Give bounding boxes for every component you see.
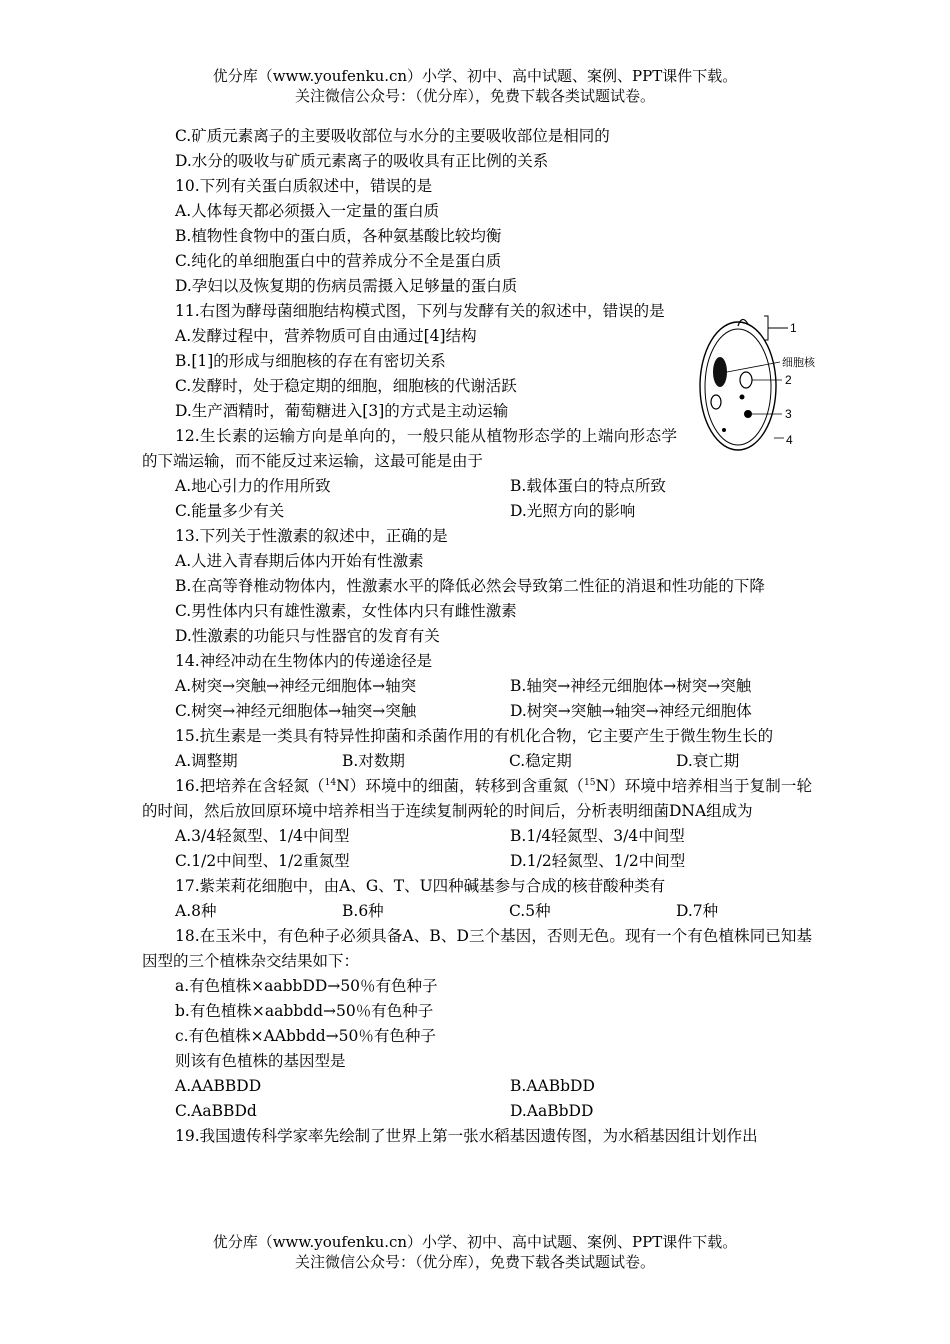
q11-option-c: C.发酵时，处于稳定期的细胞，细胞核的代谢活跃 [175,377,517,395]
q15-options-row [142,749,812,774]
q15-option-c: C.稳定期 [509,752,572,770]
q16-stem-a: 16.把培养在含轻氮（ [175,777,325,795]
q16-option-a: A.3/4轻氮型、1/4中间型 [175,827,350,845]
q11-option-d: D.生产酒精时，葡萄糖进入[3]的方式是主动运输 [175,402,509,420]
q16-option-b: B.1/4轻氮型、3/4中间型 [510,827,685,845]
q19-stem: 19.我国遗传科学家率先绘制了世界上第一张水稻基因遗传图，为水稻基因组计划作出 [175,1127,758,1145]
q16-stem-b: N）环境中的细菌，转移到含重氮（ [336,777,584,795]
header-line-1: 优分库（www.youfenku.cn）小学、初中、高中试题、案例、PPT课件下载。 [212,67,738,85]
leader-nucleus [727,362,780,372]
q10-option-b: B.植物性食物中的蛋白质，各种氨基酸比较均衡 [175,227,502,245]
q11-option-a: A.发酵过程中，营养物质可自由通过[4]结构 [175,327,477,345]
q10-option-c: C.纯化的单细胞蛋白中的营养成分不全是蛋白质 [175,252,502,270]
q18-cross-b: b.有色植株×aabbdd→50％有色种子 [175,1002,434,1020]
header-line-2: 关注微信公众号：（优分库），免费下载各类试题试卷。 [294,87,655,105]
q12-option-a: A.地心引力的作用所致 [175,477,331,495]
q10-option-a: A.人体每天都必须摄入一定量的蛋白质 [175,202,440,220]
q12-options-row2 [142,499,812,524]
yeast-cell-figure [690,310,830,460]
organelle-2 [740,372,752,388]
q16-sup-14: 14 [324,777,337,788]
granule-b [744,410,752,418]
q10-stem: 10.下列有关蛋白质叙述中，错误的是 [175,177,433,195]
q13-stem: 13.下列关于性激素的叙述中，正确的是 [175,527,448,545]
q15-option-b: B.对数期 [342,752,405,770]
q12-option-d: D.光照方向的影响 [510,502,636,520]
q9-option-d: D.水分的吸收与矿质元素离子的吸收具有正比例的关系 [175,152,549,170]
granule-a [740,395,745,400]
q18-cross-c: c.有色植株×AAbbdd→50％有色种子 [175,1027,436,1045]
q11-stem: 11.右图为酵母菌细胞结构模式图，下列与发酵有关的叙述中，错误的是 [175,302,665,320]
q18-option-c: C.AaBBDd [175,1102,257,1120]
q10-option-d: D.孕妇以及恢复期的伤病员需摄入足够量的蛋白质 [175,277,518,295]
q17-option-a: A.8种 [175,902,217,920]
organelle-vacuole [711,395,721,409]
q18-option-a: A.AABBDD [175,1077,262,1095]
q17-option-b: B.6种 [342,902,384,920]
q16-stem [142,774,812,824]
q12-options-row1 [142,474,812,499]
q14-option-c: C.树突→神经元细胞体→轴突→突触 [175,702,417,720]
q12-option-c: C.能量多少有关 [175,502,285,520]
granule-c [722,428,726,432]
q16-sup-15: 15 [584,777,596,788]
q13-option-d: D.性激素的功能只与性器官的发育有关 [175,627,440,645]
page-footer [0,1232,950,1272]
q14-options-row1 [142,674,812,699]
q18-stem: 18.在玉米中，有色种子必须具备A、B、D三个基因，否则无色。现有一个有色植株同已知基因型的三个植株杂交结果如下： [142,927,812,970]
nucleus [713,357,727,387]
q14-stem: 14.神经冲动在生物体内的传递途径是 [175,652,433,670]
q16-stem-c: N）环境中培养相当于复制一轮的时间，然后放回原环境中培养相当于连续复制两轮的时间后，分析表明细菌DNA组成为 [142,777,812,820]
q16-options-row2 [142,849,812,874]
fig-label-2: 2 [785,373,792,387]
q14-options-row2 [142,699,812,724]
cell-membrane [705,329,771,445]
question-content [142,124,812,1149]
fig-label-1: 1 [790,321,797,335]
q18-option-b: B.AABbDD [510,1077,595,1095]
q14-option-d: D.树突→突触→轴突→神经元细胞体 [510,702,752,720]
q15-option-a: A.调整期 [175,752,238,770]
q18-options-row1 [142,1074,812,1099]
q17-option-c: C.5种 [509,902,551,920]
footer-line-1: 优分库（www.youfenku.cn）小学、初中、高中试题、案例、PPT课件下载。 [212,1233,738,1251]
q14-option-b: B.轴突→神经元细胞体→树突→突触 [510,677,752,695]
q13-option-a: A.人进入青春期后体内开始有性激素 [175,552,424,570]
q15-stem: 15.抗生素是一类具有特异性抑菌和杀菌作用的有机化合物，它主要产生于微生物生长的 [175,727,774,745]
q9-option-c: C.矿质元素离子的主要吸收部位与水分的主要吸收部位是相同的 [175,127,610,145]
q12-option-b: B.载体蛋白的特点所致 [510,477,666,495]
q18-options-row2 [142,1099,812,1124]
q17-options-row [142,899,812,924]
q13-option-c: C.男性体内只有雄性激素，女性体内只有雌性激素 [175,602,517,620]
cell-wall [700,322,776,450]
q16-options-row1 [142,824,812,849]
q15-option-d: D.衰亡期 [676,752,740,770]
q17-option-d: D.7种 [676,902,719,920]
q16-option-c: C.1/2中间型、1/2重氮型 [175,852,350,870]
q12-stem: 12.生长素的运输方向是单向的，一般只能从植物形态学的上端向形态学的下端运输，而不能反过来运输，这最可能是由于 [142,427,677,470]
q14-option-a: A.树突→突触→神经元细胞体→轴突 [175,677,417,695]
page-header [0,66,950,106]
q18-option-d: D.AaBbDD [510,1102,594,1120]
q11-option-b: B.[1]的形成与细胞核的存在有密切关系 [175,352,446,370]
q18-ask: 则该有色植株的基因型是 [175,1052,346,1070]
q18-cross-a: a.有色植株×aabbDD→50％有色种子 [175,977,438,995]
fig-label-nucleus: 细胞核 [782,356,815,369]
bracket-1 [764,316,788,340]
q17-stem: 17.紫茉莉花细胞中，由A、G、T、U四种碱基参与合成的核苷酸种类有 [175,877,666,895]
fig-label-3: 3 [785,407,792,421]
footer-line-2: 关注微信公众号：（优分库），免费下载各类试题试卷。 [294,1253,655,1271]
q16-option-d: D.1/2轻氮型、1/2中间型 [510,852,686,870]
q13-option-b: B.在高等脊椎动物体内，性激素水平的降低必然会导致第二性征的消退和性功能的下降 [175,577,765,595]
fig-label-4: 4 [786,433,793,447]
